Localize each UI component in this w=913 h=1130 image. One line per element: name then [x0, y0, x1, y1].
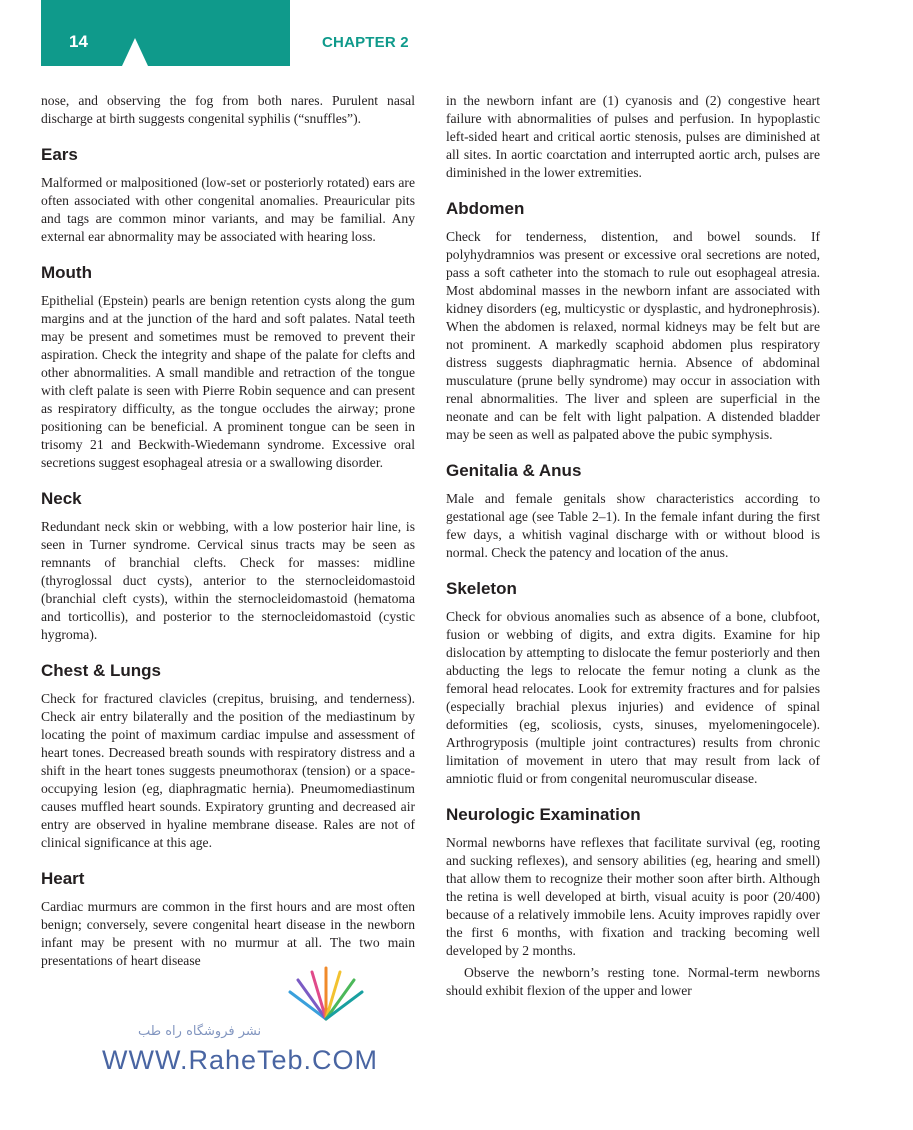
- right-intro-paragraph: in the newborn infant are (1) cyanosis and (2) congestive heart failure with abnormalities of pulses and perfusion. In hypoplastic left-sided heart and critical aortic stenosis, pulses are diminished at all sites. In aortic coarctation and interrupted aortic arch, pulses are diminished in the lower extremities.: [446, 93, 820, 180]
- header-tab: [41, 0, 290, 66]
- section-text-ears: Malformed or malpositioned (low-set or posteriorly rotated) ears are often associated with other congenital anomalies. Preauricular pits and tags are common minor variants, and may be familial. Any external ear abnormality may be associated with hearing loss.: [41, 175, 415, 244]
- section-text-skeleton: Check for obvious anomalies such as absence of a bone, clubfoot, fusion or webbing of digits, and extra digits. Examine for hip dislocation by attempting to dislocate the femur posteriorly and then abducting the legs to relocate the femur noting a clunk as the femoral head relocates. Look for extremity fractures and for palsies (especially brachial plexus injuries) and evidence of spinal deformities (eg, scoliosis, cysts, sinuses, myelomeningocele). Arthrogryposis (multiple joint contractures) results from chronic limitation of movement in utero that may result from lack of amniotic fluid or from congenital neuromuscular disease.: [446, 609, 820, 786]
- section-heading-skeleton: Skeleton: [446, 579, 517, 598]
- watermark-url: WWW.RaheTeb.COM: [102, 1045, 379, 1075]
- section-text-mouth: Epithelial (Epstein) pearls are benign retention cysts along the gum margins and at the junction of the hard and soft palates. Natal teeth may be present and sometimes must be removed to prevent their aspiration. Check the integrity and shape of the palate for clefts and other abnormalities. A small mandible and retraction of the tongue with cleft palate is seen with Pierre Robin sequence and can present as respiratory difficulty, as the tongue occludes the airway; prone positioning can be beneficial. A prominent tongue can be seen in trisomy 21 and Beckwith-Wiedemann syndrome. Excessive oral secretions suggest esophageal atresia or a swallowing disorder.: [41, 293, 415, 470]
- section-heading-heart: Heart: [41, 869, 85, 888]
- section-heading-mouth: Mouth: [41, 263, 92, 282]
- section-text-heart: Cardiac murmurs are common in the first hours and are most often benign; conversely, severe congenital heart disease in the newborn infant may be present with no murmur at all. The two main presentations of heart disease: [41, 899, 415, 968]
- watermark: [76, 962, 432, 1084]
- watermark-subtitle: نشر فروشگاه راه طب: [138, 1024, 262, 1039]
- right-column: [446, 92, 820, 1000]
- page-number: 14: [69, 32, 88, 51]
- section-text-neurologic-examination-2: Observe the newborn’s resting tone. Normal-term newborns should exhibit flexion of the upper and lower: [446, 965, 820, 998]
- section-heading-chest-lungs: Chest & Lungs: [41, 661, 161, 680]
- section-heading-ears: Ears: [41, 145, 78, 164]
- left-column: [41, 92, 415, 970]
- section-heading-genitalia-anus: Genitalia & Anus: [446, 461, 582, 480]
- section-text-genitalia-anus: Male and female genitals show characteristics according to gestational age (see Table 2–1). In the female infant during the first few days, a whitish vaginal discharge with or without blood is normal. Check the patency and location of the anus.: [446, 491, 820, 560]
- section-text-neck: Redundant neck skin or webbing, with a low posterior hair line, is seen in Turner syndrome. Cervical sinus tracts may be seen as remnants of branchial clefts. Check for masses: midline (thyroglossal duct cysts), anterior to the sternocleidomastoid (branchial cleft cysts), within the sternocleidomastoid (hematoma and torticollis), and posterior to the sternocleidomastoid (cystic hygroma).: [41, 519, 415, 642]
- left-intro-paragraph: nose, and observing the fog from both nares. Purulent nasal discharge at birth suggests congenital syphilis (“snuffles”).: [41, 93, 415, 126]
- section-text-abdomen: Check for tenderness, distention, and bowel sounds. If polyhydramnios was present or excessive oral secretions are noted, pass a soft catheter into the stomach to rule out esophageal atresia. Most abdominal masses in the newborn infant are associated with kidney disorders (eg, multicystic or dysplastic, and hydronephrosis). When the abdomen is relaxed, normal kidneys may be felt but are not prominent. A markedly scaphoid abdomen plus respiratory distress suggests diaphragmatic hernia. Absence of abdominal musculature (prune belly syndrome) may occur in association with renal abnormalities. The liver and spleen are superficial in the neonate and can be felt with light palpation. A distended bladder may be seen as well as palpated above the pubic symphysis.: [446, 229, 820, 442]
- chapter-label: CHAPTER 2: [322, 34, 409, 51]
- book-fan-logo-icon: [276, 964, 376, 1024]
- section-text-chest-lungs: Check for fractured clavicles (crepitus, bruising, and tenderness). Check air entry bilaterally and the position of the mediastinum by locating the point of maximum cardiac impulse and assessment of heart tones. Decreased breath sounds with respiratory distress and a shift in the heart tones suggests pneumothorax (tension) or a space-occupying lesion (eg, diaphragmatic hernia). Pneumomediastinum causes muffled heart sounds. Expiratory grunting and decreased air entry are observed in hyaline membrane disease. Rales are not of clinical significance at this age.: [41, 691, 415, 850]
- section-heading-neurologic-examination: Neurologic Examination: [446, 805, 641, 824]
- section-heading-abdomen: Abdomen: [446, 199, 525, 218]
- tab-notch-decoration: [122, 38, 148, 66]
- section-text-neurologic-examination: Normal newborns have reflexes that facilitate survival (eg, rooting and sucking reflexes), and sensory abilities (eg, hearing and smell) that allow them to recognize their mother soon after birth. Although the retina is well developed at birth, visual acuity is poor (20/400) because of a relatively immobile lens. Acuity improves rapidly over the first 6 months, with fixation and tracking becoming well developed by 2 months.: [446, 835, 820, 958]
- section-heading-neck: Neck: [41, 489, 82, 508]
